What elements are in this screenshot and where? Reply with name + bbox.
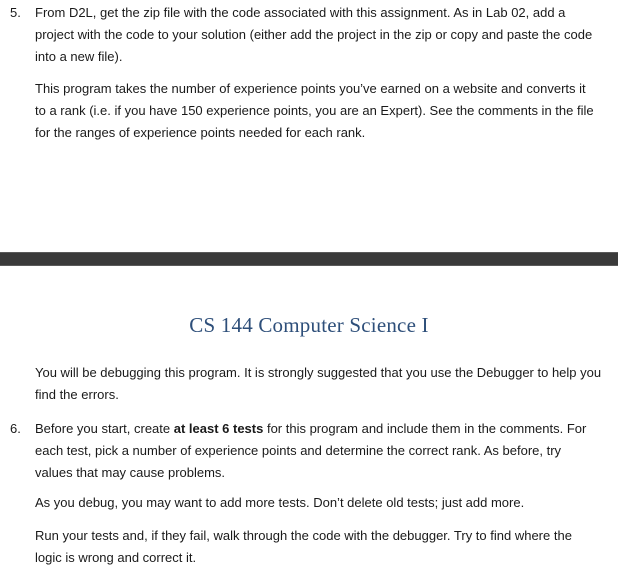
item-6-text-start: Before you start, create [35,421,174,436]
item-6-bold-text: at least 6 tests [173,421,264,436]
item-6-paragraph-2: As you debug, you may want to add more tests. Don’t delete old tests; just add more. [35,495,525,510]
intro-block [35,362,605,406]
item-6-text-end: for this program and include them in the comments. For each test, pick a number of experience points and determine the correct rank. As before, try values that may cause problems. [35,421,587,480]
item-6-paragraph-1 [35,418,600,484]
intro-paragraph: You will be debugging this program. It is strongly suggested that you use the Debugger to help you find the errors. [35,365,602,402]
page-header-title: CS 144 Computer Science I [189,313,429,337]
list-number: 5. [10,5,21,20]
page-separator [0,252,618,266]
item-5-paragraph-1: From D2L, get the zip file with the code associated with this assignment. As in Lab 02, add a project with the code to your solution (either add the project in the zip or copy and paste the code into a new file). [35,5,593,64]
item-5-paragraph-2: This program takes the number of experience points you’ve earned on a website and converts it to a rank (i.e. if you have 150 experience points, you are an Expert). See the comments in the file for the ranges of experience points needed for each rank. [35,81,594,140]
item-6-paragraph-3: Run your tests and, if they fail, walk through the code with the debugger. Try to find where the logic is wrong and correct it. [35,528,572,565]
list-number: 6. [10,421,21,436]
